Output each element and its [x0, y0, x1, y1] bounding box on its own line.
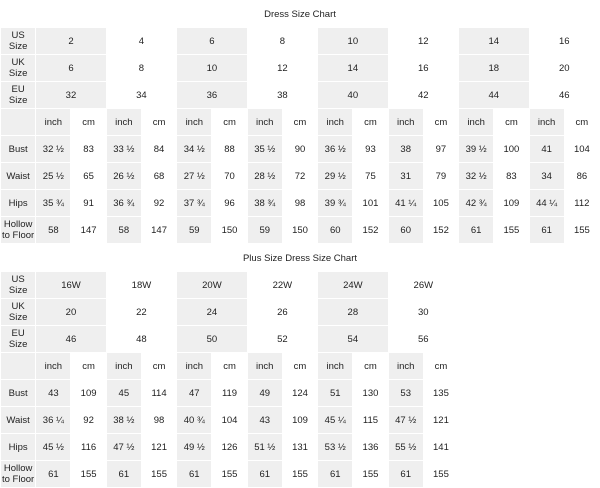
- row-label: [1, 353, 36, 380]
- table-cell: 40 ¾: [177, 407, 212, 434]
- table-cell: 16: [529, 28, 599, 55]
- table-cell: 27 ½: [177, 163, 212, 190]
- table-cell: 24: [177, 299, 247, 326]
- table-cell: 42: [388, 82, 458, 109]
- table-cell: 91: [71, 190, 106, 217]
- table-cell: 61: [388, 461, 423, 488]
- row-label: [1, 109, 36, 136]
- row-label: Waist: [1, 407, 36, 434]
- table-cell: 43: [36, 380, 71, 407]
- table-cell: 45 ½: [36, 434, 71, 461]
- table-cell: 98: [141, 407, 176, 434]
- table-cell: 47 ½: [106, 434, 141, 461]
- table-cell: 41 ¼: [388, 190, 423, 217]
- table-row: [1, 353, 600, 380]
- table-row: [1, 299, 600, 326]
- table-cell: 50: [177, 326, 247, 353]
- table-cell: inch: [106, 353, 141, 380]
- table-cell: 75: [353, 163, 388, 190]
- table-cell: 18W: [106, 272, 176, 299]
- table-cell: 131: [282, 434, 317, 461]
- table-cell: 36 ½: [318, 136, 353, 163]
- table-cell: cm: [212, 109, 247, 136]
- table-cell: 126: [212, 434, 247, 461]
- table-cell: 114: [141, 380, 176, 407]
- table-cell: 84: [141, 136, 176, 163]
- table-cell: 55 ½: [388, 434, 423, 461]
- table-cell: cm: [423, 109, 458, 136]
- table-cell: cm: [141, 353, 176, 380]
- table-cell: 32 ½: [459, 163, 494, 190]
- table-row: [1, 82, 600, 109]
- row-label: Waist: [1, 163, 36, 190]
- table-cell: 79: [423, 163, 458, 190]
- table-cell: 51 ½: [247, 434, 282, 461]
- table-cell: 28 ½: [247, 163, 282, 190]
- table-cell: 39 ¾: [318, 190, 353, 217]
- table-cell: 36 ¾: [106, 190, 141, 217]
- table-cell: cm: [71, 353, 106, 380]
- row-label: EU Size: [1, 326, 36, 353]
- table-cell: 86: [564, 163, 599, 190]
- table-cell: 39 ½: [459, 136, 494, 163]
- table-cell: 18: [459, 55, 529, 82]
- table-cell: 88: [212, 136, 247, 163]
- table-cell: 112: [564, 190, 599, 217]
- table-cell: 20W: [177, 272, 247, 299]
- table-cell: 135: [423, 380, 458, 407]
- table-cell: 32 ½: [36, 136, 71, 163]
- table-cell: 46: [36, 326, 106, 353]
- row-label: Bust: [1, 136, 36, 163]
- table-cell: 61: [247, 461, 282, 488]
- row-label: Hips: [1, 190, 36, 217]
- table-cell: 155: [71, 461, 106, 488]
- table-cell: 44 ¼: [529, 190, 564, 217]
- table-cell: 36: [177, 82, 247, 109]
- table-cell: 136: [353, 434, 388, 461]
- table-row: [1, 461, 600, 488]
- table-cell: 98: [282, 190, 317, 217]
- table-row: [1, 434, 600, 461]
- table-cell: inch: [36, 353, 71, 380]
- table-cell: 61: [177, 461, 212, 488]
- table-cell: 130: [353, 380, 388, 407]
- table-cell: 22: [106, 299, 176, 326]
- table-cell: 53 ½: [318, 434, 353, 461]
- table-cell: 43: [247, 407, 282, 434]
- plus-size-dress-table-body: [1, 245, 600, 488]
- table-cell: 8: [106, 55, 176, 82]
- table-cell: 45 ¼: [318, 407, 353, 434]
- table-cell: 56: [388, 326, 458, 353]
- table-cell: 155: [494, 217, 529, 244]
- table-cell: 92: [71, 407, 106, 434]
- plus-size-dress-chart: [0, 244, 600, 488]
- table-cell: inch: [247, 109, 282, 136]
- table-cell: 42 ¾: [459, 190, 494, 217]
- table-cell: 34 ½: [177, 136, 212, 163]
- table-cell: 20: [36, 299, 106, 326]
- table-cell: 147: [71, 217, 106, 244]
- table-cell: 155: [353, 461, 388, 488]
- table-cell: 38: [247, 82, 317, 109]
- table-cell: cm: [423, 353, 458, 380]
- table-cell: 26W: [388, 272, 458, 299]
- table-cell: 48: [106, 326, 176, 353]
- table-cell: 10: [177, 55, 247, 82]
- table-cell: 54: [318, 326, 388, 353]
- table-cell: 61: [529, 217, 564, 244]
- table-cell: cm: [353, 353, 388, 380]
- table-cell: 61: [459, 217, 494, 244]
- table-row: [1, 55, 600, 82]
- table-cell: 155: [212, 461, 247, 488]
- table-cell: 96: [212, 190, 247, 217]
- table-cell: 38: [388, 136, 423, 163]
- chart-title-row: [1, 1, 600, 28]
- table-cell: 152: [353, 217, 388, 244]
- table-cell: 70: [212, 163, 247, 190]
- table-cell: 37 ¾: [177, 190, 212, 217]
- table-cell: inch: [388, 353, 423, 380]
- table-cell: 24W: [318, 272, 388, 299]
- table-cell: 35 ¾: [36, 190, 71, 217]
- table-cell: 104: [212, 407, 247, 434]
- table-cell: 155: [282, 461, 317, 488]
- table-cell: 35 ½: [247, 136, 282, 163]
- table-cell: 40: [318, 82, 388, 109]
- table-row: [1, 326, 600, 353]
- plus-size-dress-table: [0, 244, 600, 488]
- table-cell: 100: [494, 136, 529, 163]
- table-cell: 152: [423, 217, 458, 244]
- table-cell: 31: [388, 163, 423, 190]
- table-cell: 83: [71, 136, 106, 163]
- table-cell: 29 ½: [318, 163, 353, 190]
- table-row: [1, 28, 600, 55]
- table-cell: cm: [282, 353, 317, 380]
- table-cell: 12: [247, 55, 317, 82]
- table-cell: 59: [247, 217, 282, 244]
- table-cell: 33 ½: [106, 136, 141, 163]
- table-cell: inch: [247, 353, 282, 380]
- table-cell: 101: [353, 190, 388, 217]
- row-label: EU Size: [1, 82, 36, 109]
- table-cell: 104: [564, 136, 599, 163]
- row-label: US Size: [1, 272, 36, 299]
- table-cell: 58: [36, 217, 71, 244]
- table-cell: 46: [529, 82, 599, 109]
- chart-title: Dress Size Chart: [1, 1, 600, 28]
- table-row: [1, 163, 600, 190]
- table-cell: cm: [282, 109, 317, 136]
- table-cell: 155: [141, 461, 176, 488]
- row-label: Hollow to Floor: [1, 461, 36, 488]
- table-cell: 44: [459, 82, 529, 109]
- table-cell: 28: [318, 299, 388, 326]
- table-cell: 47 ½: [388, 407, 423, 434]
- table-cell: inch: [318, 109, 353, 136]
- table-cell: 12: [388, 28, 458, 55]
- table-cell: 92: [141, 190, 176, 217]
- table-row: [1, 109, 600, 136]
- table-row: [1, 380, 600, 407]
- chart-title: Plus Size Dress Size Chart: [1, 245, 600, 272]
- table-cell: inch: [106, 109, 141, 136]
- table-cell: cm: [71, 109, 106, 136]
- table-cell: 90: [282, 136, 317, 163]
- table-cell: 65: [71, 163, 106, 190]
- table-cell: 45: [106, 380, 141, 407]
- table-cell: 6: [177, 28, 247, 55]
- table-cell: 83: [494, 163, 529, 190]
- table-cell: 72: [282, 163, 317, 190]
- table-cell: inch: [177, 109, 212, 136]
- table-cell: 109: [494, 190, 529, 217]
- table-cell: 61: [318, 461, 353, 488]
- table-cell: 147: [141, 217, 176, 244]
- table-cell: 68: [141, 163, 176, 190]
- dress-size-table-body: [1, 1, 600, 244]
- table-cell: 155: [564, 217, 599, 244]
- table-cell: 6: [36, 55, 106, 82]
- table-cell: 150: [212, 217, 247, 244]
- chart-title-row: [1, 245, 600, 272]
- table-cell: 58: [106, 217, 141, 244]
- table-row: [1, 217, 600, 244]
- table-cell: 34: [529, 163, 564, 190]
- table-cell: 116: [71, 434, 106, 461]
- table-cell: 36 ¼: [36, 407, 71, 434]
- table-cell: 38 ¾: [247, 190, 282, 217]
- table-row: [1, 407, 600, 434]
- table-cell: cm: [494, 109, 529, 136]
- table-cell: 26 ½: [106, 163, 141, 190]
- table-cell: 155: [423, 461, 458, 488]
- table-cell: 38 ½: [106, 407, 141, 434]
- table-cell: 34: [106, 82, 176, 109]
- table-cell: 51: [318, 380, 353, 407]
- table-cell: inch: [318, 353, 353, 380]
- table-cell: inch: [529, 109, 564, 136]
- row-label: UK Size: [1, 299, 36, 326]
- table-cell: 16W: [36, 272, 106, 299]
- table-cell: 41: [529, 136, 564, 163]
- table-cell: 2: [36, 28, 106, 55]
- table-cell: cm: [564, 109, 599, 136]
- table-cell: 16: [388, 55, 458, 82]
- table-row: [1, 136, 600, 163]
- table-cell: 60: [318, 217, 353, 244]
- table-cell: 32: [36, 82, 106, 109]
- table-cell: inch: [177, 353, 212, 380]
- table-cell: 20: [529, 55, 599, 82]
- row-label: Bust: [1, 380, 36, 407]
- table-cell: 60: [388, 217, 423, 244]
- table-cell: 109: [71, 380, 106, 407]
- table-row: [1, 190, 600, 217]
- row-label: Hollow to Floor: [1, 217, 36, 244]
- table-cell: inch: [36, 109, 71, 136]
- table-cell: 121: [141, 434, 176, 461]
- table-cell: 30: [388, 299, 458, 326]
- table-cell: 4: [106, 28, 176, 55]
- table-cell: inch: [388, 109, 423, 136]
- table-cell: 22W: [247, 272, 317, 299]
- table-cell: 14: [318, 55, 388, 82]
- table-cell: 49: [247, 380, 282, 407]
- table-cell: inch: [459, 109, 494, 136]
- table-cell: 59: [177, 217, 212, 244]
- row-label: US Size: [1, 28, 36, 55]
- table-row: [1, 272, 600, 299]
- table-cell: 124: [282, 380, 317, 407]
- table-cell: 14: [459, 28, 529, 55]
- table-cell: 119: [212, 380, 247, 407]
- table-cell: 150: [282, 217, 317, 244]
- table-cell: 8: [247, 28, 317, 55]
- table-cell: 52: [247, 326, 317, 353]
- table-cell: 26: [247, 299, 317, 326]
- table-cell: cm: [353, 109, 388, 136]
- table-cell: 47: [177, 380, 212, 407]
- table-cell: 25 ½: [36, 163, 71, 190]
- row-label: Hips: [1, 434, 36, 461]
- table-cell: 53: [388, 380, 423, 407]
- table-cell: 93: [353, 136, 388, 163]
- table-cell: 61: [106, 461, 141, 488]
- table-cell: 61: [36, 461, 71, 488]
- table-cell: 141: [423, 434, 458, 461]
- row-label: UK Size: [1, 55, 36, 82]
- table-cell: cm: [141, 109, 176, 136]
- table-cell: 10: [318, 28, 388, 55]
- table-cell: 115: [353, 407, 388, 434]
- table-cell: cm: [212, 353, 247, 380]
- table-cell: 109: [282, 407, 317, 434]
- table-cell: 121: [423, 407, 458, 434]
- table-cell: 49 ½: [177, 434, 212, 461]
- table-cell: 105: [423, 190, 458, 217]
- table-cell: 97: [423, 136, 458, 163]
